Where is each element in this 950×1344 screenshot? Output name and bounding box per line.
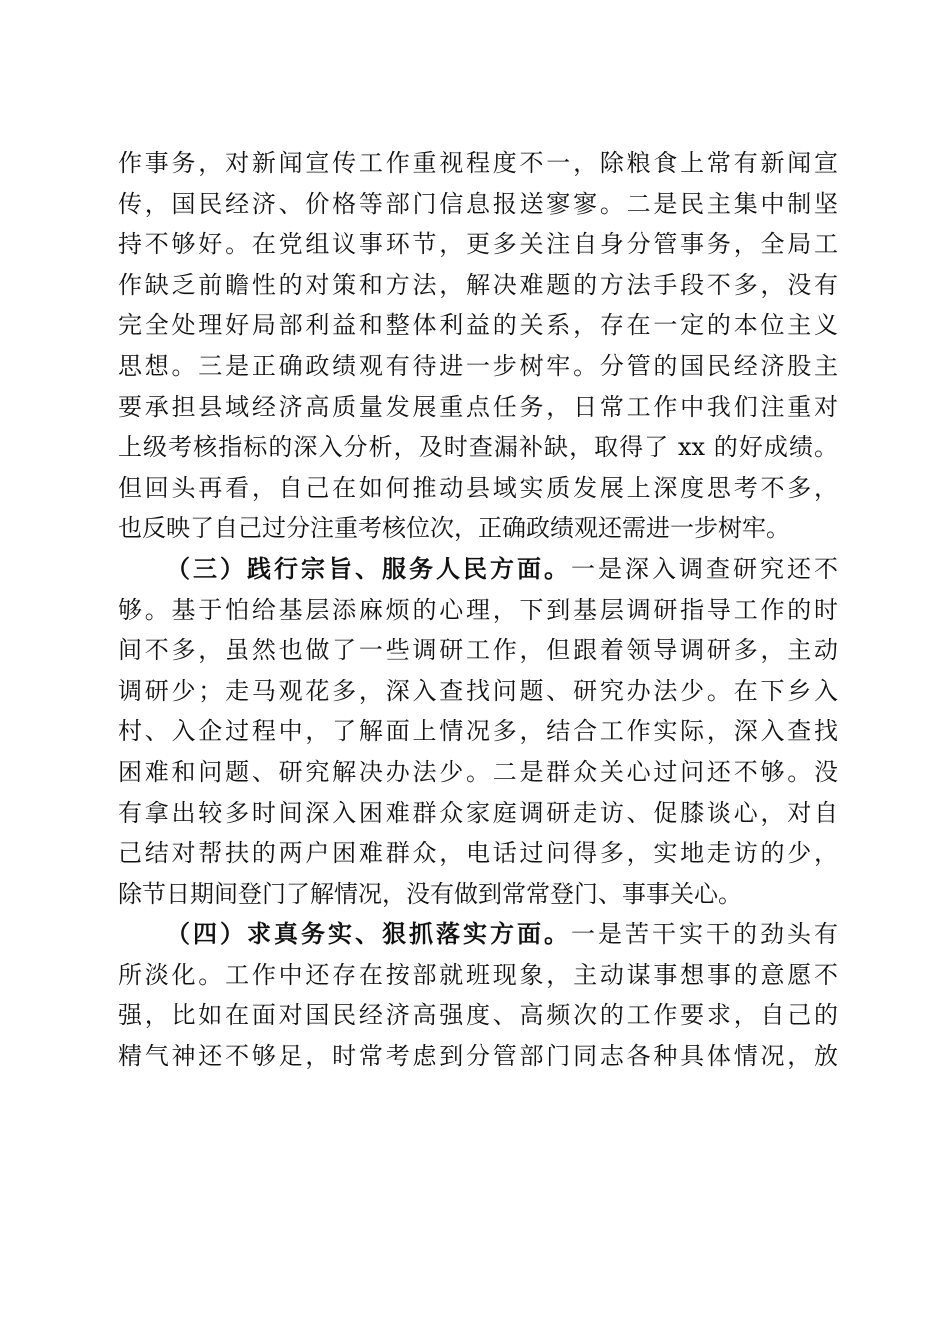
text-line: 调研少；走马观花多，深入查找问题、研究办法少。在下乡入 bbox=[118, 676, 838, 705]
text-line: 持不够好。在党组议事环节，更多关注自身分管事务，全局工 bbox=[118, 230, 838, 259]
text-line: 间不多，虽然也做了一些调研工作，但跟着领导调研多，主动 bbox=[118, 636, 838, 665]
text-line: 也反映了自己过分注重考核位次，正确政绩观还需进一步树牢。 bbox=[118, 514, 790, 543]
text-line: 除节日期间登门了解情况，没有做到常常登门、事事关心。 bbox=[118, 879, 742, 908]
text-line: 强，比如在面对国民经济高强度、高频次的工作要求，自己的 bbox=[118, 1001, 838, 1030]
section-4-first-line bbox=[118, 914, 838, 955]
text-line: 上级考核指标的深入分析，及时查漏补缺，取得了 xx 的好成绩。 bbox=[118, 433, 838, 462]
text-line: 有拿出较多时间深入困难群众家庭调研走访、促膝谈心，对自 bbox=[118, 798, 838, 827]
text-line: 所淡化。工作中还存在按部就班现象，主动谋事想事的意愿不 bbox=[118, 960, 838, 989]
text-line: 作事务，对新闻宣传工作重视程度不一，除粮食上常有新闻宣 bbox=[118, 149, 838, 177]
text-line: 但回头再看，自己在如何推动县域实质发展上深度思考不多， bbox=[118, 473, 838, 502]
body-text bbox=[118, 143, 838, 1077]
section-4-heading: （四）求真务实、狠抓落实方面。 bbox=[166, 919, 571, 949]
text-line: 精气神还不够足，时常考虑到分管部门同志各种具体情况，放 bbox=[118, 1042, 838, 1071]
text-line: 够。基于怕给基层添麻烦的心理，下到基层调研指导工作的时 bbox=[118, 595, 838, 624]
text-line: 村、入企过程中，了解面上情况多，结合工作实际，深入查找 bbox=[118, 717, 838, 746]
text-line: 完全处理好局部利益和整体利益的关系，存在一定的本位主义 bbox=[118, 311, 838, 340]
text-line: 思想。三是正确政绩观有待进一步树牢。分管的国民经济股主 bbox=[118, 351, 838, 380]
text-line: 困难和问题、研究解决办法少。二是群众关心过问还不够。没 bbox=[118, 757, 838, 786]
section-4-first-line-rest: 一是苦干实干的劲头有 bbox=[571, 920, 838, 949]
section-3-first-line-rest: 一是深入调查研究还不 bbox=[571, 554, 838, 583]
text-line: 作缺乏前瞻性的对策和方法，解决难题的方法手段不多，没有 bbox=[118, 270, 838, 299]
text-line: 己结对帮扶的两户困难群众，电话过问得多，实地走访的少， bbox=[118, 839, 838, 868]
section-3-heading: （三）践行宗旨、服务人民方面。 bbox=[166, 553, 571, 583]
section-3-first-line bbox=[118, 549, 838, 590]
text-line: 要承担县域经济高质量发展重点任务，日常工作中我们注重对 bbox=[118, 392, 838, 421]
text-line: 传，国民经济、价格等部门信息报送寥寥。二是民主集中制坚 bbox=[118, 189, 838, 218]
